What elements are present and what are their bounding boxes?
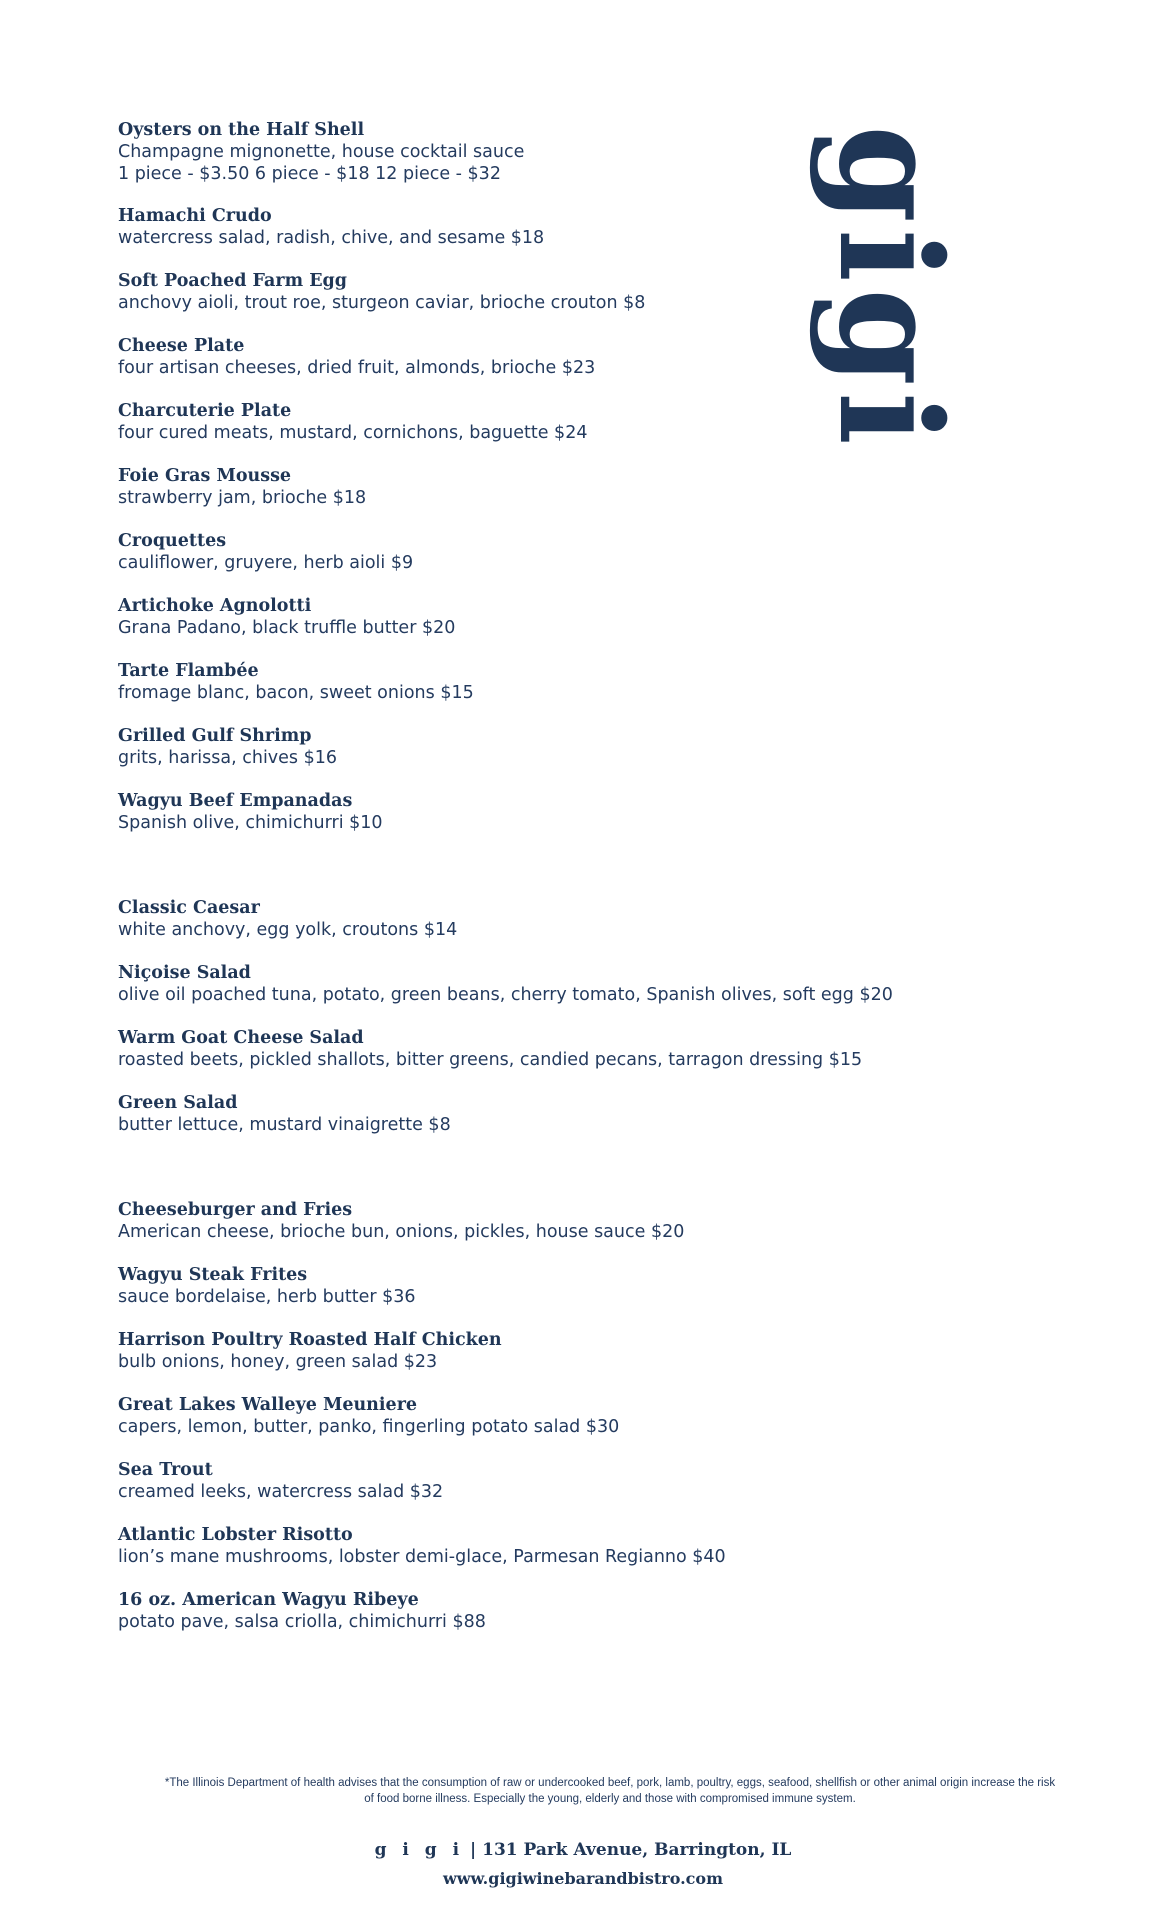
menu-item-description: capers, lemon, butter, panko, fingerling potato salad $30 [118, 1417, 620, 1437]
menu-item-description: watercress salad, radish, chive, and sesame $18 [118, 228, 545, 248]
menu-item-description: four artisan cheeses, dried fruit, almonds, brioche $23 [118, 358, 596, 378]
menu-item-description: potato pave, salsa criolla, chimichurri $88 [118, 1612, 486, 1632]
menu-item-name: Harrison Poultry Roasted Half Chicken [118, 1330, 502, 1350]
menu-item [118, 1524, 998, 1568]
menu-item-name: Soft Poached Farm Egg [118, 271, 348, 291]
menu-item-name: Hamachi Crudo [118, 206, 272, 226]
menu-item [118, 400, 998, 444]
menu-item-description: creamed leeks, watercress salad $32 [118, 1482, 444, 1502]
footer-address: 131 Park Avenue, Barrington, IL [482, 1840, 792, 1860]
menu-item-name: Grilled Gulf Shrimp [118, 726, 312, 746]
menu-item-name: Wagyu Steak Frites [118, 1265, 308, 1285]
menu-item [118, 790, 998, 834]
menu-item [118, 1459, 998, 1503]
menu-item [118, 119, 998, 185]
menu-item-description: Champagne mignonette, house cocktail sauce [118, 142, 525, 162]
menu-item-name: Warm Goat Cheese Salad [118, 1028, 364, 1048]
menu-item [118, 725, 998, 769]
menu-item-description: white anchovy, egg yolk, croutons $14 [118, 920, 458, 940]
menu-item [118, 270, 998, 314]
menu-item-description: bulb onions, honey, green salad $23 [118, 1352, 438, 1372]
menu-item-name: Atlantic Lobster Risotto [118, 1525, 353, 1545]
menu-item [118, 1394, 998, 1438]
menu-item-name: Cheeseburger and Fries [118, 1200, 353, 1220]
menu-item-name: Oysters on the Half Shell [118, 120, 365, 140]
menu-item-name: Artichoke Agnolotti [118, 596, 312, 616]
menu-item-description: strawberry jam, brioche $18 [118, 488, 367, 508]
menu-item-description: olive oil poached tuna, potato, green beans, cherry tomato, Spanish olives, soft egg $20 [118, 985, 893, 1005]
footer-separator: | [470, 1840, 477, 1860]
brand-logo-text: gigi [807, 125, 971, 452]
menu-item-description: American cheese, brioche bun, onions, pickles, house sauce $20 [118, 1222, 685, 1242]
menu-item-prices: 1 piece - $3.50 6 piece - $18 12 piece - $32 [118, 164, 501, 184]
menu-item [118, 595, 998, 639]
disclaimer-line-2: of food borne illness. Especially the young, elderly and those with compromised immune system. [364, 1793, 856, 1805]
menu-item-name: Great Lakes Walleye Meuniere [118, 1395, 418, 1415]
menu-item-description: butter lettuce, mustard vinaigrette $8 [118, 1115, 451, 1135]
menu-item-description: Grana Padano, black truffle butter $20 [118, 618, 456, 638]
menu-item [118, 465, 998, 509]
menu-item [118, 1199, 998, 1243]
menu-item [118, 205, 998, 249]
menu-item [118, 530, 998, 574]
footer-address-line [0, 1838, 1166, 1862]
menu-item [118, 660, 998, 704]
menu-item-description: lion’s mane mushrooms, lobster demi-glace, Parmesan Regianno $40 [118, 1547, 726, 1567]
menu-item [118, 1589, 998, 1633]
menu-item-name: Wagyu Beef Empanadas [118, 791, 353, 811]
menu-item-description: Spanish olive, chimichurri $10 [118, 813, 383, 833]
menu-item-name: Sea Trout [118, 1460, 213, 1480]
menu-item-description: sauce bordelaise, herb butter $36 [118, 1287, 416, 1307]
menu-item-name: 16 oz. American Wagyu Ribeye [118, 1590, 419, 1610]
health-disclaimer [110, 1775, 1110, 1807]
disclaimer-line-1: *The Illinois Department of health advises that the consumption of raw or undercooked beef, pork, lamb, poultry, eggs, seafood, shellfish or other animal origin increase the risk [164, 1777, 1056, 1789]
menu-item-name: Foie Gras Mousse [118, 466, 292, 486]
menu-item-description: grits, harissa, chives $16 [118, 748, 338, 768]
menu-item [118, 897, 998, 941]
footer-brand: g i g i [374, 1840, 465, 1860]
menu-section-salads [118, 897, 998, 1136]
menu-item-name: Cheese Plate [118, 336, 245, 356]
menu-item [118, 1264, 998, 1308]
menu-item [118, 1092, 998, 1136]
menu-item-description: four cured meats, mustard, cornichons, baguette $24 [118, 423, 588, 443]
menu-section-small-plates [118, 119, 998, 834]
menu-item-name: Charcuterie Plate [118, 401, 292, 421]
menu-item-description: fromage blanc, bacon, sweet onions $15 [118, 683, 474, 703]
menu-item [118, 335, 998, 379]
menu-item [118, 962, 998, 1006]
menu-item-name: Croquettes [118, 531, 227, 551]
menu-item-name: Tarte Flambée [118, 661, 259, 681]
menu-item-name: Niçoise Salad [118, 963, 251, 983]
footer-website[interactable]: www.gigiwinebarandbistro.com [442, 1869, 724, 1888]
menu-section-mains [118, 1199, 998, 1633]
menu-item [118, 1329, 998, 1373]
menu-item-name: Classic Caesar [118, 898, 260, 918]
menu-item [118, 1027, 998, 1071]
menu-item-name: Green Salad [118, 1093, 238, 1113]
menu-item-description: anchovy aioli, trout roe, sturgeon caviar, brioche crouton $8 [118, 293, 646, 313]
menu-item-description: cauliflower, gruyere, herb aioli $9 [118, 553, 414, 573]
menu-item-description: roasted beets, pickled shallots, bitter greens, candied pecans, tarragon dressing $15 [118, 1050, 863, 1070]
